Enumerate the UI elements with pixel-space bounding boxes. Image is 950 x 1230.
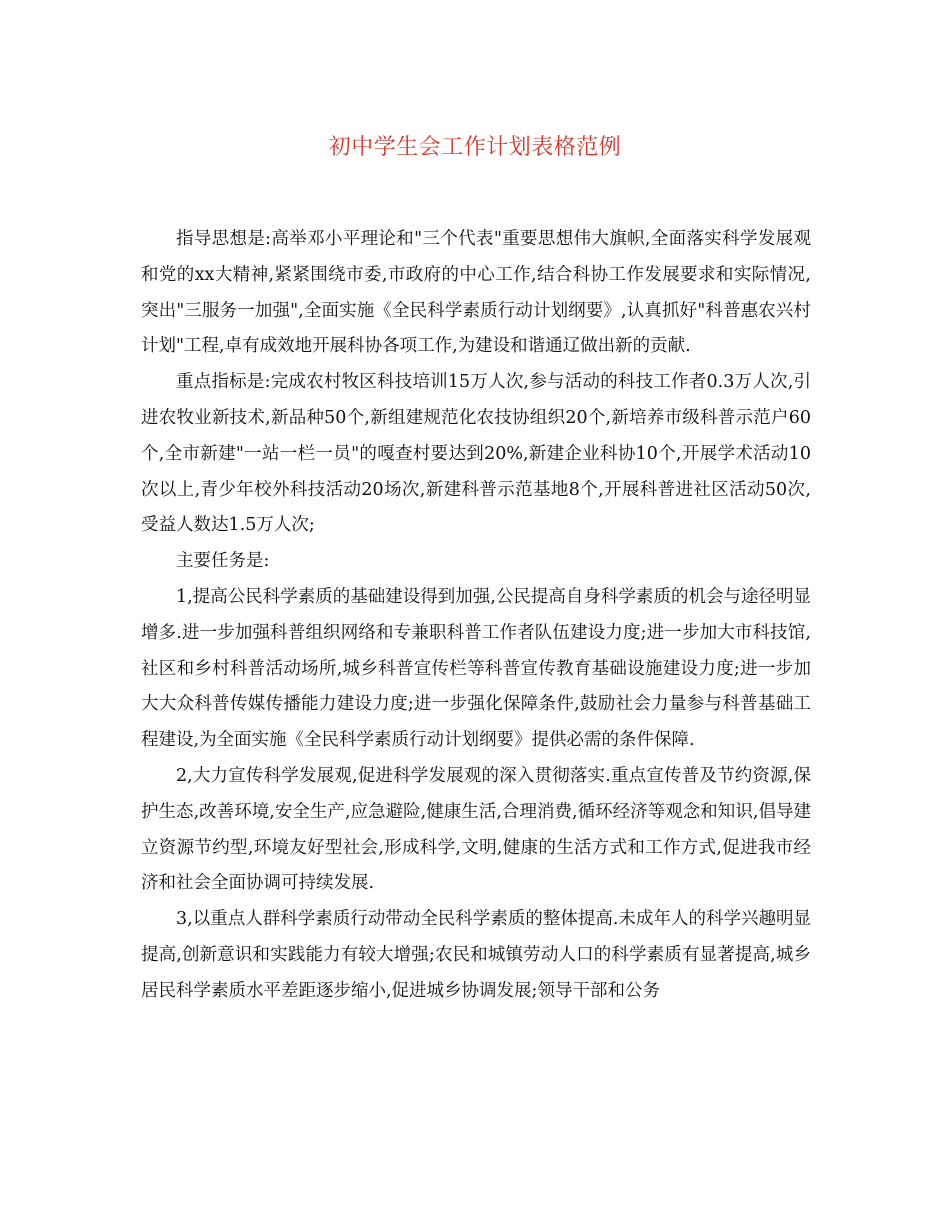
- paragraph-task-3: 3,以重点人群科学素质行动带动全民科学素质的整体提高.未成年人的科学兴趣明显提高,创新意识和实践能力有较大增强;农民和城镇劳动人口的科学素质有显著提高,城乡居民科学素质水平差距逐步缩小,促进城乡协调发展;领导干部和公务: [141, 909, 811, 1001]
- paragraph-main-tasks-heading: 主要任务是:: [176, 551, 270, 572]
- paragraph-key-indicators: 重点指标是:完成农村牧区科技培训15万人次,参与活动的科技工作者0.3万人次,引进农牧业新技术,新品种50个,新组建规范化农技协组织20个,新培养市级科普示范户60个,全市新建"一站一栏一员"的嘎查村要达到20%,新建企业科协10个,开展学术活动10次以上,青少年校外科技活动20场次,新建科普示范基地8个,开展科普进社区活动50次,受益人数达1.5万人次;: [141, 372, 811, 536]
- paragraph-task-1: 1,提高公民科学素质的基础建设得到加强,公民提高自身科学素质的机会与途径明显增多.进一步加强科普组织网络和专兼职科普工作者队伍建设力度;进一步加大市科技馆,社区和乡村科普活动场所,城乡科普宣传栏等科普宣传教育基础设施建设力度;进一步加大大众科普传媒传播能力建设力度;进一步强化保障条件,鼓励社会力量参与科普基础工程建设,为全面实施《全民科学素质行动计划纲要》提供必需的条件保障.: [141, 586, 811, 751]
- paragraph-task-2: 2,大力宣传科学发展观,促进科学发展观的深入贯彻落实.重点宣传普及节约资源,保护生态,改善环境,安全生产,应急避险,健康生活,合理消费,循环经济等观念和知识,倡导建立资源节约型,环境友好型社会,形成科学,文明,健康的生活方式和工作方式,促进我市经济和社会全面协调可持续发展.: [141, 765, 811, 894]
- document-title: 初中学生会工作计划表格范例: [328, 135, 622, 160]
- paragraph-guiding-thought: 指导思想是:高举邓小平理论和"三个代表"重要思想伟大旗帜,全面落实科学发展观和党的xx大精神,紧紧围绕市委,市政府的中心工作,结合科协工作发展要求和实际情况,突出"三服务一加强",全面实施《全民科学素质行动计划纲要》,认真抓好"科普惠农兴村计划"工程,卓有成效地开展科协各项工作,为建设和谐通辽做出新的贡献.: [141, 229, 811, 357]
- document-body: [141, 222, 811, 1010]
